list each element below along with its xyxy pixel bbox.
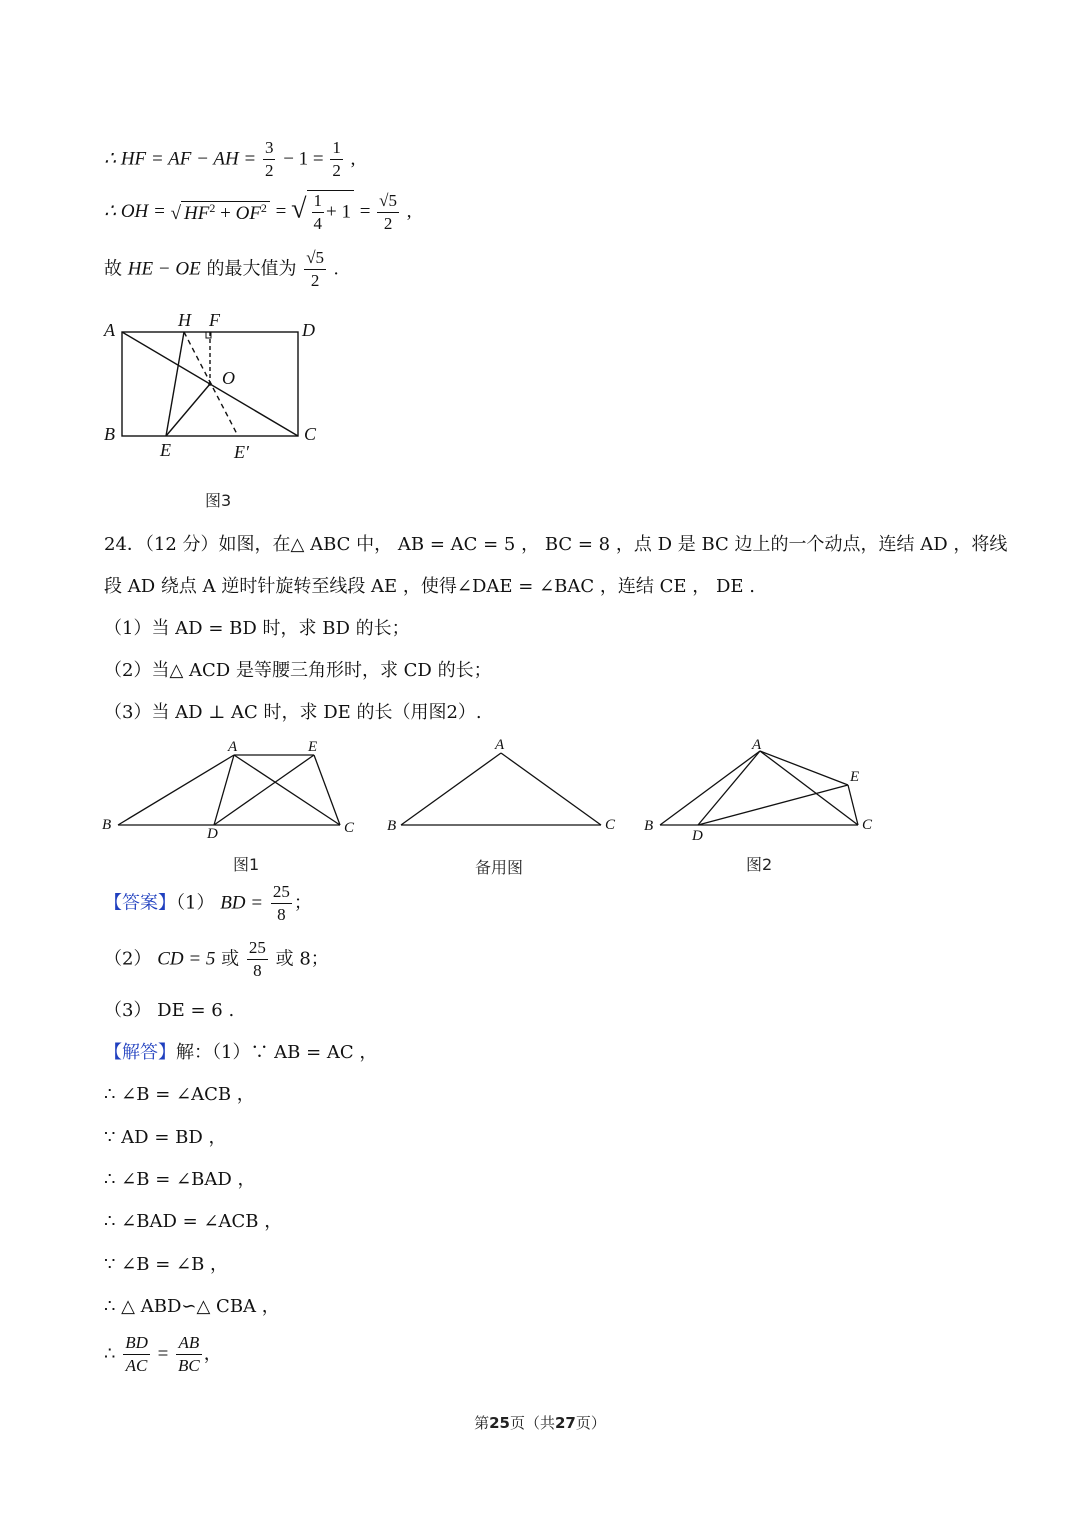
spare-label-a: A (495, 737, 505, 753)
answer-line-2: （2） CD = 5 或 $\frac{25}{8}$ 或 8； (104, 938, 329, 980)
question-24-part-3: （3）当 AD ⊥ AC 时，求 DE 的长（用图2）. (104, 702, 482, 723)
analysis-step: ∵ ∠B = ∠B ， (104, 1254, 229, 1275)
analysis-step: ∴ △ ABD∽△ CBA ， (104, 1296, 280, 1317)
answer-line-1: 【答案】（1） BD = $\frac{25}{8}$ ； (104, 882, 312, 924)
analysis-step: ∵ AD = BD ， (104, 1127, 227, 1148)
fig1-label-e: E (308, 739, 318, 755)
spare-label-c: C (605, 817, 616, 833)
question-24-part-2: （2）当△ ACD 是等腰三角形时，求 CD 的长； (104, 660, 492, 681)
solution-line-oh: ∴ OH = √ $HF^2 + OF^2$ = √ $\frac{1}{4}$ + 1 = $\frac{√5}{2}$ , (104, 190, 412, 233)
label-e: E (160, 440, 171, 460)
fig1-label-b: B (102, 817, 112, 833)
fig1-label-a: A (228, 739, 238, 755)
fig1-label-d: D (207, 826, 218, 842)
label-f: F (209, 310, 220, 330)
figure-3-caption: 图3 (205, 491, 232, 510)
figure-2-caption: 图2 (746, 855, 773, 874)
solution-line-hf: ∴ HF = AF − AH = $\frac{3}{2}$ − 1 = $\frac{1}{2}$ , (104, 138, 356, 180)
fig2-label-d: D (692, 828, 703, 844)
page-footer: 第25页（共27页） (474, 1414, 606, 1432)
spare-figure-caption: 备用图 (475, 858, 524, 877)
segment-he (166, 332, 184, 436)
solution-line-max: 故 HE − OE 的最大值为 $\frac{√5}{2}$ . (104, 248, 339, 290)
analysis-step: ∴ ∠B = ∠BAD ， (104, 1169, 256, 1190)
figure-3 (98, 308, 338, 468)
question-24-stem-1: 24．（12 分）如图，在△ ABC 中， AB = AC = 5 ， BC = 8 ，点 D 是 BC 边上的一个动点，连结 AD ，将线 (104, 534, 1008, 555)
fig2-label-b: B (644, 818, 654, 834)
fig2-label-a: A (752, 737, 762, 753)
fig2-label-e: E (850, 769, 860, 785)
page-number: 25 (489, 1414, 510, 1432)
analysis-tag: 【解答】 (104, 1042, 176, 1063)
question-24-stem-2: 段 AD 绕点 A 逆时针旋转至线段 AE ，使得∠DAE = ∠BAC ，连结 CE ， DE . (104, 576, 755, 597)
analysis-step: ∴ ∠B = ∠ACB ， (104, 1084, 255, 1105)
label-h: H (178, 310, 191, 330)
analysis-lead: 【解答】解：（1）∵ AB = AC ， (104, 1042, 378, 1063)
fig1-label-c: C (344, 820, 355, 836)
label-d: D (302, 320, 315, 340)
answer-line-3: （3） DE = 6 . (104, 1000, 235, 1021)
analysis-ratio: ∴ $\frac{BD}{AC}$ = $\frac{AB}{BC}$ ， (104, 1333, 222, 1375)
figure-2 (642, 735, 892, 845)
question-24-part-1: （1）当 AD = BD 时，求 BD 的长； (104, 618, 410, 639)
figure-spare (385, 735, 625, 845)
label-c: C (304, 424, 317, 444)
page-total: 27 (555, 1414, 576, 1432)
fig2-label-c: C (862, 817, 873, 833)
label-a: A (104, 320, 115, 340)
spare-label-b: B (387, 818, 397, 834)
point-o (208, 382, 212, 386)
label-o: O (222, 368, 235, 388)
analysis-step: ∴ ∠BAD = ∠ACB ， (104, 1211, 283, 1232)
label-b: B (104, 424, 115, 444)
figure-1 (100, 735, 370, 845)
answer-tag: 【答案】 (104, 892, 176, 914)
segment-eo (166, 384, 210, 436)
figure-1-caption: 图1 (233, 855, 260, 874)
label-e-prime: E′ (234, 442, 249, 462)
